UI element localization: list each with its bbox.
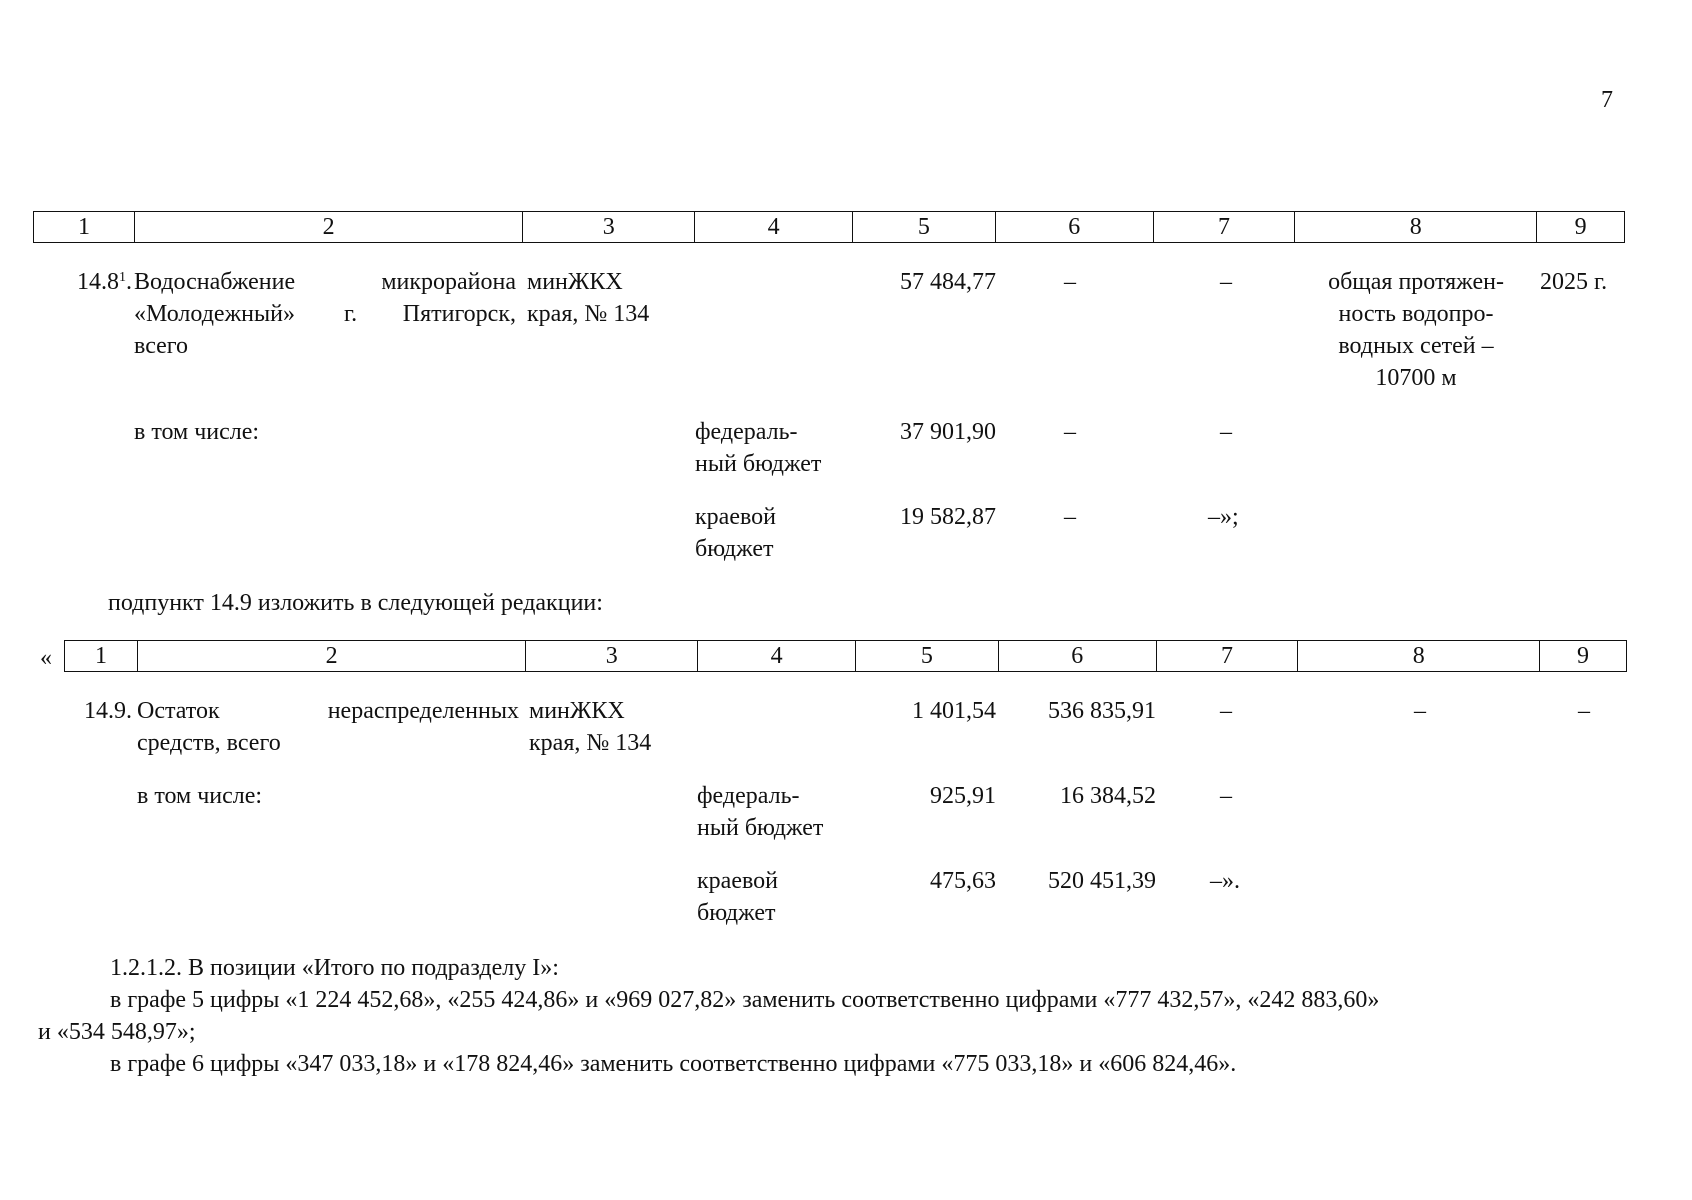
result-indicator-line: водных сетей – (1338, 333, 1494, 359)
column-header: 8 (1295, 212, 1537, 242)
including-label: в том числе: (137, 783, 263, 809)
funding-source-line: федераль- (697, 783, 800, 809)
funding-source-line: краевой (697, 868, 778, 894)
amount-col5: 19 582,87 (900, 504, 996, 530)
column-header-row-1 (33, 211, 1625, 243)
amount-col6: – (1064, 269, 1076, 295)
amount-col9: – (1578, 698, 1590, 724)
description-line: средств, всего (137, 730, 281, 756)
column-header-row-2 (64, 640, 1627, 672)
paragraph-line: в графе 5 цифры «1 224 452,68», «255 424,86» и «969 027,82» заменить соответственно цифрами «777 432,57», «242 883,60» (110, 987, 1380, 1013)
column-header: 7 (1154, 212, 1296, 242)
column-header: 8 (1298, 641, 1540, 671)
executor-line: минЖКХ (527, 269, 623, 295)
paragraph-heading: 1.2.1.2. В позиции «Итого по подразделу I»: (110, 955, 559, 981)
amount-col6: – (1064, 504, 1076, 530)
result-indicator-line: общая протяжен- (1328, 269, 1504, 295)
amount-col5: 1 401,54 (912, 698, 996, 724)
description-line: «Молодежный» г. Пятигорск, (134, 301, 516, 327)
row-number: 14.9. (84, 698, 132, 724)
column-header: 2 (135, 212, 524, 242)
funding-source-line: бюджет (695, 536, 774, 562)
deadline: 2025 г. (1540, 269, 1608, 295)
amount-col5: 37 901,90 (900, 419, 996, 445)
column-header: 5 (856, 641, 999, 671)
column-header: 6 (999, 641, 1157, 671)
amount-col7: – (1220, 269, 1232, 295)
column-header: 3 (523, 212, 695, 242)
funding-source-line: федераль- (695, 419, 798, 445)
opening-quote: « (40, 645, 52, 671)
amount-col6: – (1064, 419, 1076, 445)
column-header: 3 (526, 641, 698, 671)
amount-col7: – (1220, 419, 1232, 445)
amount-col7: –». (1210, 868, 1240, 894)
column-header: 7 (1157, 641, 1299, 671)
amount-col6: 536 835,91 (1048, 698, 1156, 724)
column-header: 9 (1577, 643, 1590, 669)
page-number: 7 (1601, 87, 1613, 113)
result-indicator-line: 10700 м (1375, 365, 1457, 391)
column-header: 4 (695, 212, 853, 242)
executor-line: края, № 134 (529, 730, 652, 756)
executor-line: края, № 134 (527, 301, 650, 327)
amount-col7: –»; (1208, 504, 1239, 530)
amount-col5: 475,63 (930, 868, 996, 894)
funding-source-line: краевой (695, 504, 776, 530)
amount-col6: 16 384,52 (1060, 783, 1156, 809)
column-header: 1 (65, 641, 138, 671)
instruction-text: подпункт 14.9 изложить в следующей редакции: (108, 590, 603, 616)
funding-source-line: бюджет (697, 900, 776, 926)
amount-col8: – (1414, 698, 1426, 724)
amount-col6: 520 451,39 (1048, 868, 1156, 894)
paragraph-line: и «534 548,97»; (38, 1019, 196, 1045)
amount-col5: 925,91 (930, 783, 996, 809)
paragraph-line: в графе 6 цифры «347 033,18» и «178 824,46» заменить соответственно цифрами «775 033,18» и «606 824,46». (110, 1051, 1237, 1077)
funding-source-line: ный бюджет (695, 451, 822, 477)
amount-col7: – (1220, 698, 1232, 724)
column-header: 2 (138, 641, 527, 671)
result-indicator-line: ность водопро- (1338, 301, 1494, 327)
description-line: Остаток нераспределенных (137, 698, 519, 724)
amount-col7: – (1220, 783, 1232, 809)
executor-line: минЖКХ (529, 698, 625, 724)
column-header: 1 (34, 212, 135, 242)
description-line: Водоснабжение микрорайона (134, 269, 516, 295)
funding-source-line: ный бюджет (697, 815, 824, 841)
including-label: в том числе: (134, 419, 260, 445)
column-header: 5 (853, 212, 996, 242)
column-header: 6 (996, 212, 1154, 242)
row-number: 14.8$^1$. (77, 269, 132, 295)
description-line: всего (134, 333, 189, 359)
amount-col5: 57 484,77 (900, 269, 996, 295)
column-header: 4 (698, 641, 856, 671)
column-header: 9 (1574, 214, 1587, 240)
